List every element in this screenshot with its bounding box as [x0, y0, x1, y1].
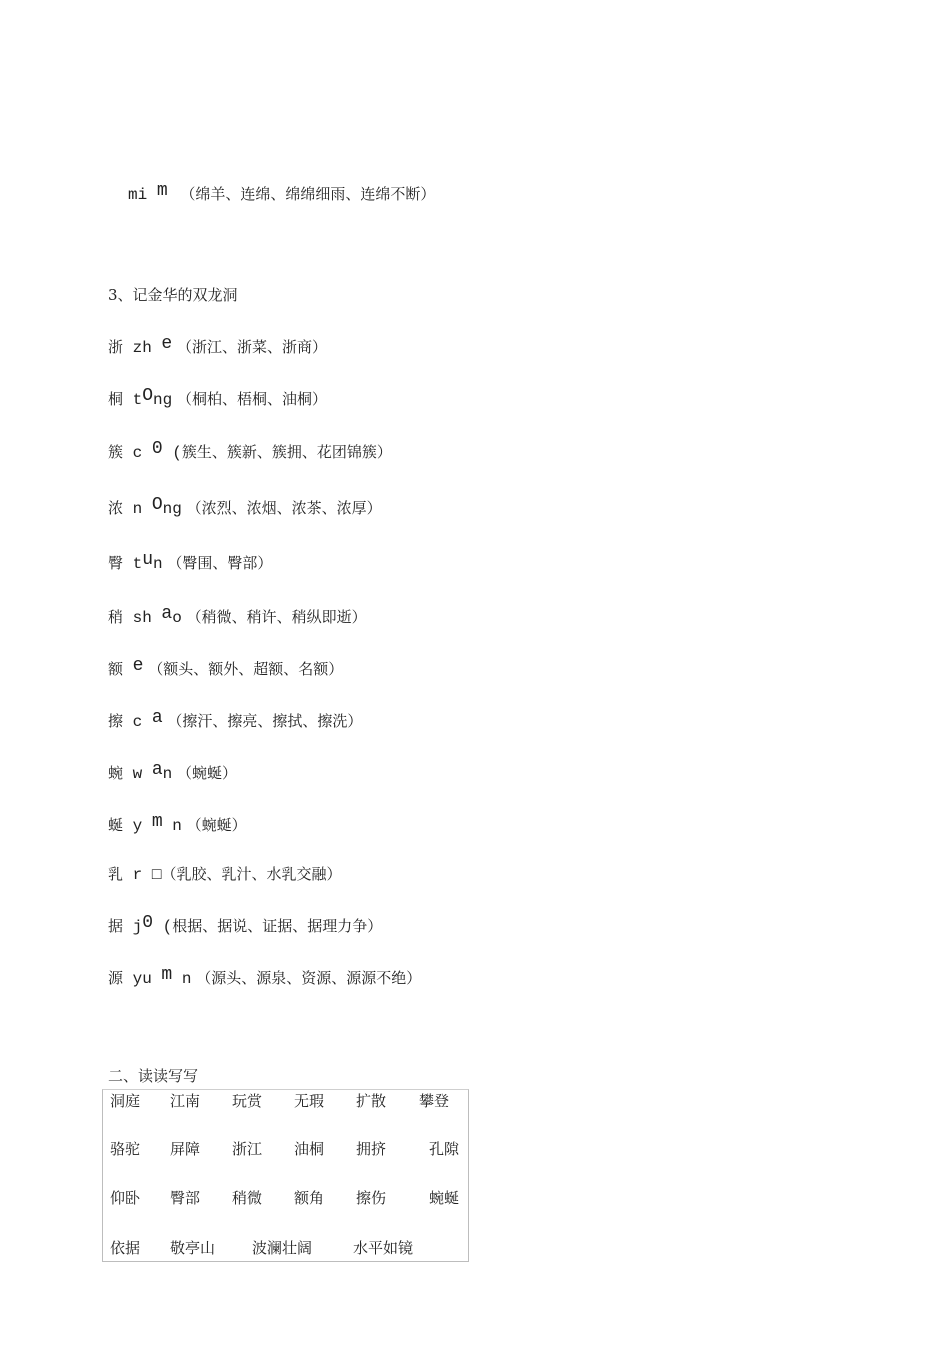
- table-word: 擦伤: [356, 1189, 387, 1207]
- character: 稍: [108, 608, 124, 626]
- pinyin: yu m n: [123, 965, 192, 988]
- pinyin: r □: [123, 866, 162, 884]
- vocab-entry: [108, 656, 344, 680]
- character: 桐: [108, 390, 124, 408]
- table-word: 仰卧: [110, 1189, 141, 1207]
- section-title: 二、读读写写: [108, 1067, 199, 1085]
- pinyin: w an: [123, 760, 173, 783]
- word-list: 簇生、簇新、簇拥、花团锦簇）: [181, 443, 392, 461]
- word-list: （蜿蜒）: [172, 764, 238, 782]
- table-word: 扩散: [356, 1092, 387, 1110]
- pinyin: zh e: [123, 334, 173, 357]
- pinyin: tOng: [123, 386, 173, 409]
- table-word: 洞庭: [110, 1092, 141, 1110]
- pinyin: mi m: [128, 181, 168, 204]
- pinyin: n Ong: [123, 495, 182, 518]
- vocab-entry: [108, 604, 367, 628]
- character: 簇: [108, 443, 124, 461]
- character: 蜿: [108, 764, 124, 782]
- word-list: （额头、额外、超额、名额）: [143, 660, 344, 678]
- vocab-entry: [108, 334, 328, 358]
- word-list: （臀围、臀部）: [162, 554, 273, 572]
- vocab-entry: [108, 760, 238, 784]
- table-word: 臀部: [170, 1189, 201, 1207]
- table-word: 江南: [170, 1092, 201, 1110]
- character: 擦: [108, 712, 124, 730]
- vocab-entry: [108, 708, 363, 732]
- top-entry: [128, 181, 436, 205]
- table-word: 敬亭山: [170, 1239, 216, 1257]
- word-table: [102, 1089, 469, 1262]
- table-word: 稍微: [232, 1189, 263, 1207]
- table-word: 骆驼: [110, 1140, 141, 1158]
- pinyin: tun: [123, 550, 163, 573]
- word-list: （桐柏、梧桐、油桐）: [172, 390, 328, 408]
- section-title: 3、记金华的双龙洞: [108, 286, 238, 304]
- table-word: 拥挤: [356, 1140, 387, 1158]
- vocab-entry: [108, 439, 392, 463]
- character: 浓: [108, 499, 124, 517]
- vocab-entry: [108, 495, 382, 519]
- table-word: 无瑕: [294, 1092, 325, 1110]
- vocab-entry: [108, 812, 247, 836]
- table-word: 屏障: [170, 1140, 201, 1158]
- pinyin: c a: [123, 708, 163, 731]
- word-list: （绵羊、连绵、绵绵细雨、连绵不断）: [180, 185, 436, 203]
- word-list: （浓烈、浓烟、浓茶、浓厚）: [181, 499, 382, 517]
- table-word: 蜿蜒: [429, 1189, 460, 1207]
- vocab-entry: [108, 386, 328, 410]
- vocab-entry: [108, 965, 422, 989]
- pinyin: y m n: [123, 812, 182, 835]
- table-word: 水平如镜: [353, 1239, 414, 1257]
- word-list: （蜿蜒）: [181, 816, 247, 834]
- word-list: 根据、据说、证据、据理力争）: [172, 917, 383, 935]
- table-word: 依据: [110, 1239, 141, 1257]
- pinyin: e: [132, 656, 144, 676]
- character: 臀: [108, 554, 124, 572]
- word-list: （擦汗、擦亮、擦拭、擦洗）: [162, 712, 363, 730]
- character: 据: [108, 917, 124, 935]
- word-list: （浙江、浙菜、浙商）: [172, 338, 328, 356]
- table-word: 玩赏: [232, 1092, 263, 1110]
- character: 蜒: [108, 816, 124, 834]
- table-word: 浙江: [232, 1140, 263, 1158]
- vocab-entry: [108, 864, 341, 885]
- character: 浙: [108, 338, 124, 356]
- character: 额: [108, 660, 124, 678]
- vocab-entry: [108, 550, 273, 574]
- word-list: （乳胶、乳汁、水乳交融）: [161, 865, 342, 883]
- table-word: 孔隙: [429, 1140, 460, 1158]
- table-word: 额角: [294, 1189, 325, 1207]
- word-list: （稍微、稍许、稍纵即逝）: [181, 608, 367, 626]
- character: 源: [108, 969, 124, 987]
- pinyin: j0 (: [123, 913, 173, 936]
- pinyin: c 0 (: [123, 439, 182, 462]
- table-word: 波澜壮阔: [252, 1239, 313, 1257]
- character: 乳: [108, 865, 124, 883]
- table-word: 攀登: [419, 1092, 450, 1110]
- vocab-entry: [108, 913, 383, 937]
- pinyin: sh ao: [123, 604, 182, 627]
- word-list: （源头、源泉、资源、源源不绝）: [191, 969, 422, 987]
- table-word: 油桐: [294, 1140, 325, 1158]
